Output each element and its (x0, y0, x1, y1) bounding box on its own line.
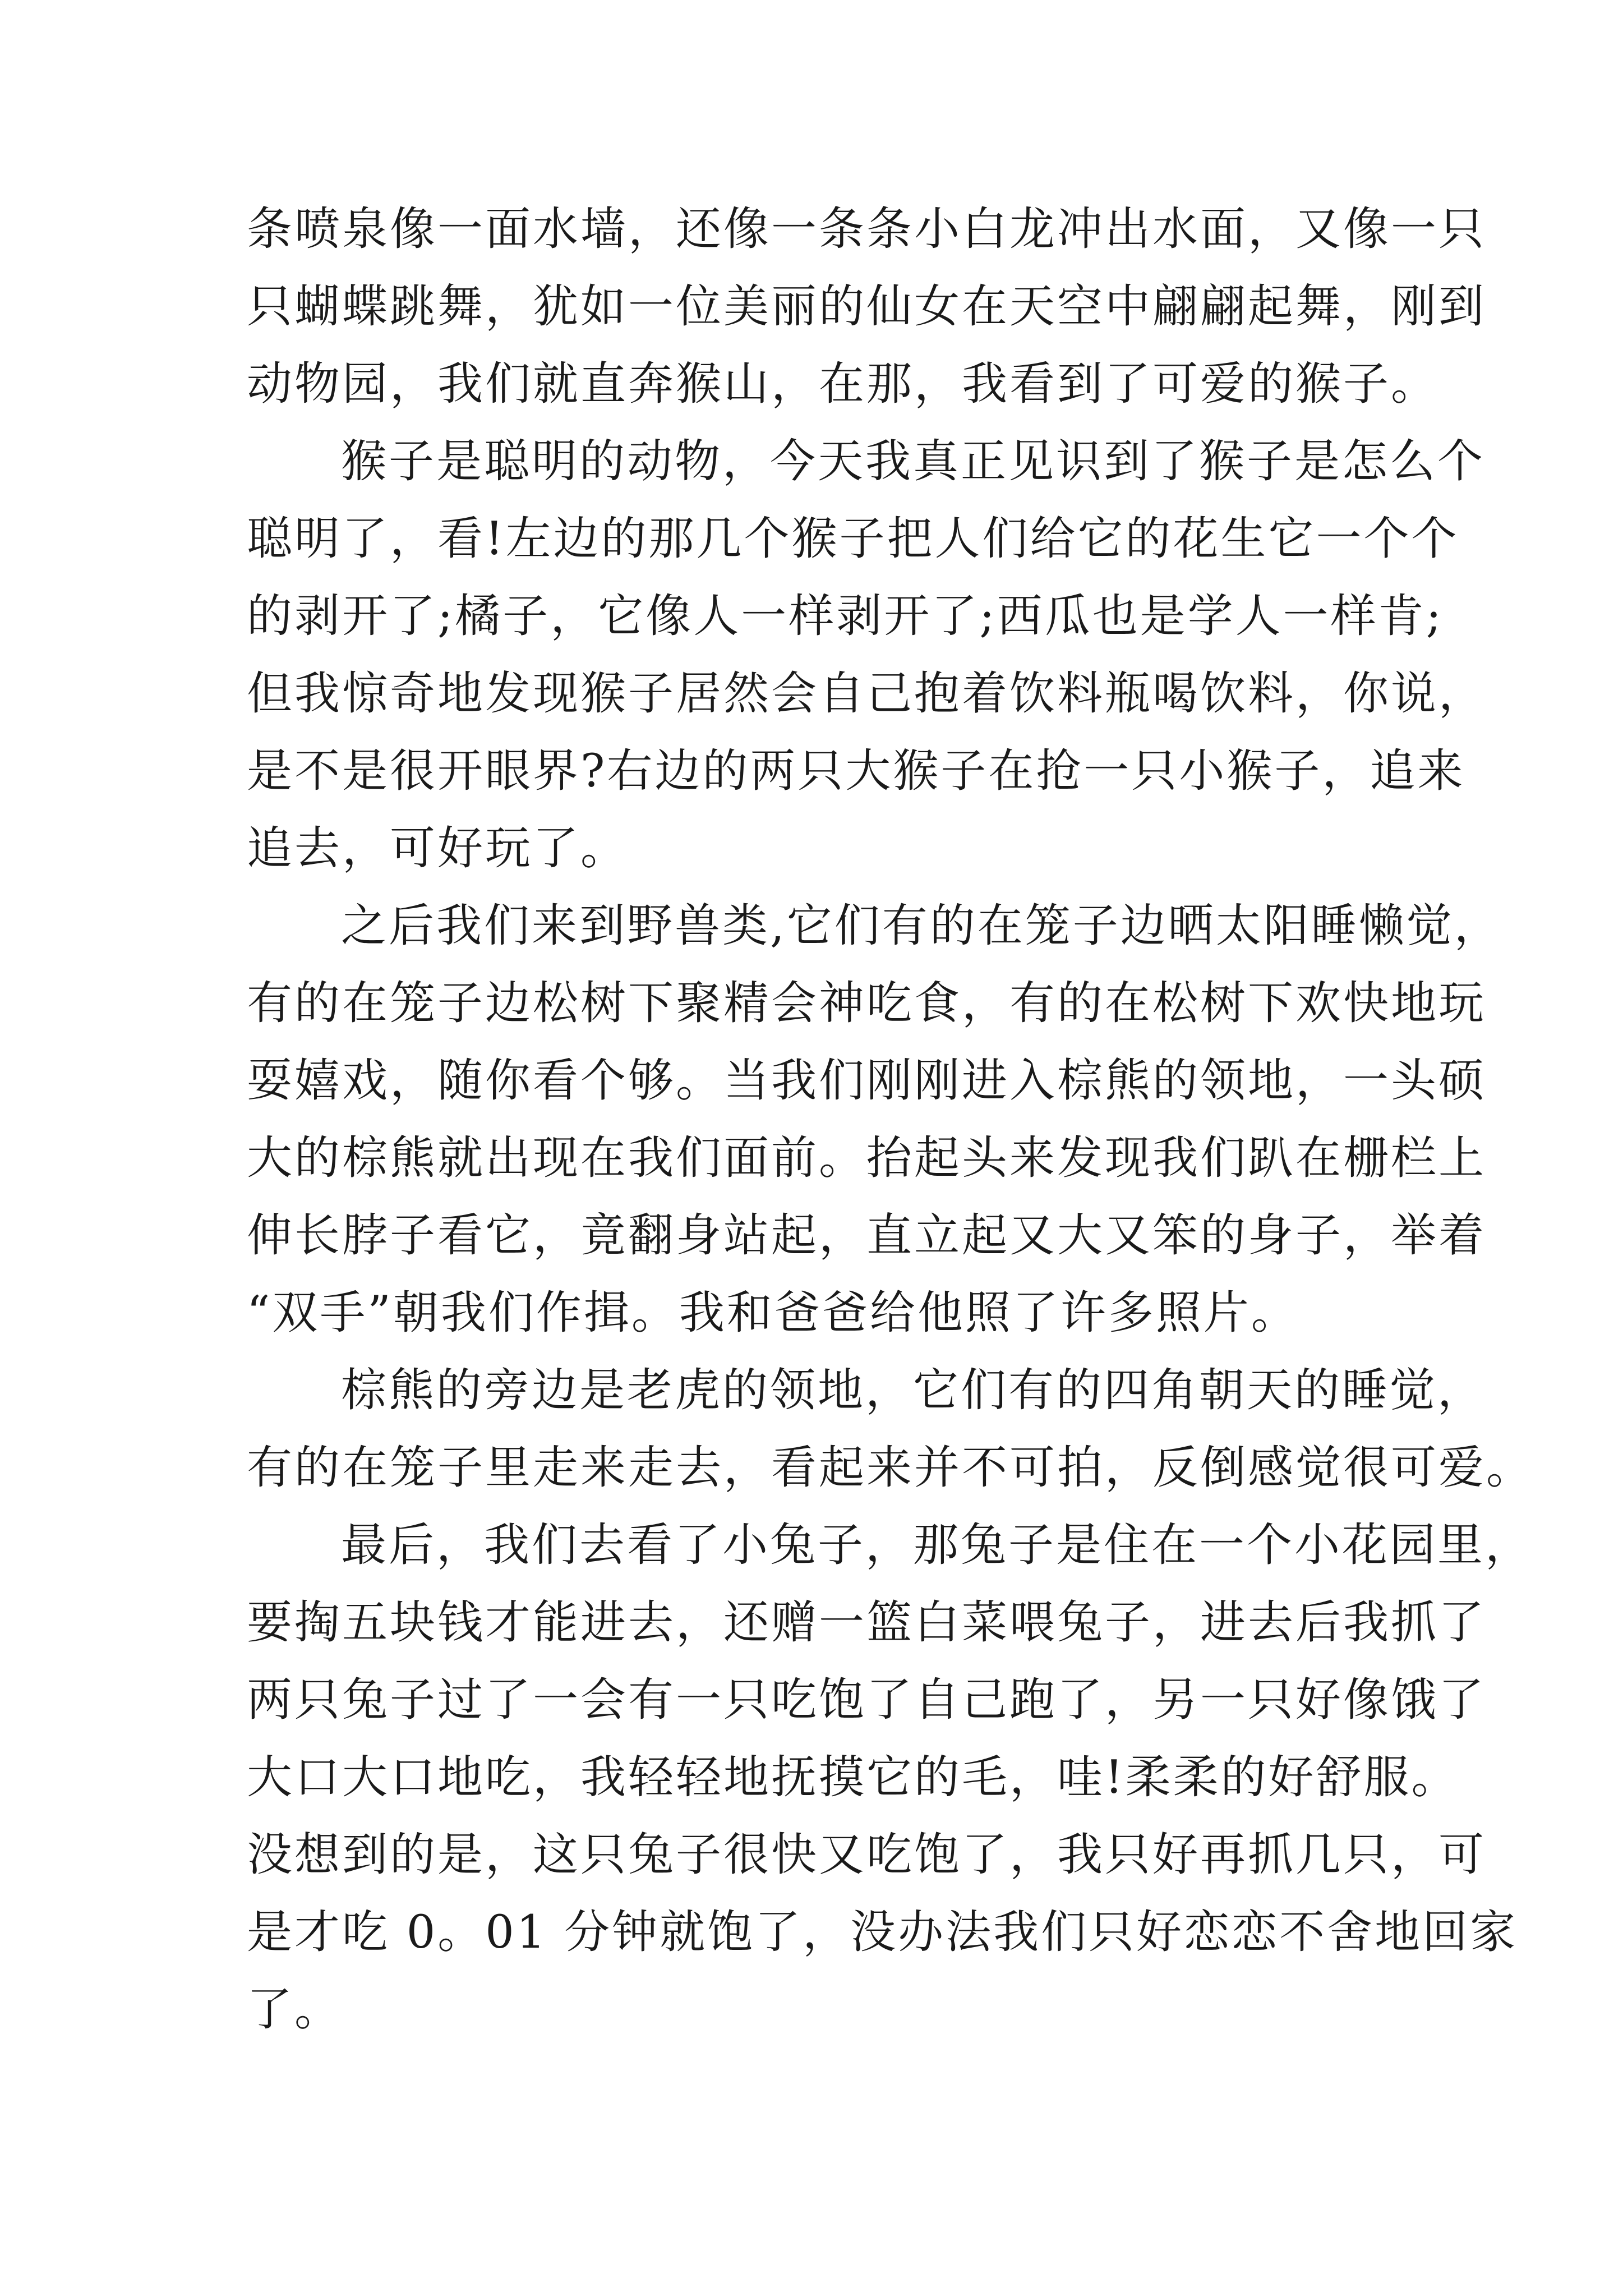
text-line: 的剥开了;橘子，它像人一样剥开了;西瓜也是学人一样肯; (247, 590, 1444, 643)
text-line: “双手”朝我们作揖。我和爸爸给他照了许多照片。 (247, 1287, 1299, 1340)
document-body (247, 191, 1534, 2049)
text-line: 最后，我们去看了小兔子，那兔子是住在一个小花园里， (341, 1519, 1533, 1572)
paragraph-2 (247, 423, 1487, 887)
paragraph-4 (247, 1352, 1534, 1507)
text-line: 有的在笼子边松树下聚精会神吃食，有的在松树下欢快地玩 (247, 977, 1487, 1030)
text-line: 条喷泉像一面水墙，还像一条条小白龙冲出水面，又像一只 (247, 203, 1487, 256)
text-line: 聪明了，看!左边的那几个猴子把人们给它的花生它一个个 (247, 513, 1459, 565)
text-line: 没想到的是，这只兔子很快又吃饱了，我只好再抓几只，可 (247, 1829, 1487, 1881)
text-line: 动物园，我们就直奔猴山，在那，我看到了可爱的猴子。 (247, 358, 1439, 411)
paragraph-3 (247, 887, 1502, 1352)
paragraph-1 (247, 191, 1487, 423)
text-line: 只蝴蝶跳舞，犹如一位美丽的仙女在天空中翩翩起舞，刚到 (247, 280, 1487, 333)
text-line: 是不是很开眼界?右边的两只大猴子在抢一只小猴子，追来 (247, 745, 1465, 798)
text-line: 之后我们来到野兽类,它们有的在笼子边晒太阳睡懒觉， (341, 900, 1502, 953)
paragraph-5 (247, 1507, 1533, 2049)
text-line: 大口大口地吃，我轻轻地抚摸它的毛，哇!柔柔的好舒服。 (247, 1751, 1459, 1804)
text-line: 棕熊的旁边是老虎的领地，它们有的四角朝天的睡觉， (341, 1364, 1486, 1417)
text-line: 了。 (247, 1984, 343, 2036)
text-line: 耍嬉戏，随你看个够。当我们刚刚进入棕熊的领地，一头硕 (247, 1055, 1487, 1107)
text-line: 猴子是聪明的动物，今天我真正见识到了猴子是怎么个 (341, 435, 1486, 488)
text-line: 伸长脖子看它，竟翻身站起，直立起又大又笨的身子，举着 (247, 1209, 1487, 1262)
text-line: 追去，可好玩了。 (247, 822, 629, 875)
text-line: 两只兔子过了一会有一只吃饱了自己跑了，另一只好像饿了 (247, 1674, 1487, 1727)
text-line: 要掏五块钱才能进去，还赠一篮白菜喂兔子，进去后我抓了 (247, 1596, 1487, 1649)
text-line: 但我惊奇地发现猴子居然会自己抱着饮料瓶喝饮料，你说， (247, 668, 1487, 720)
text-line: 有的在笼子里走来走去，看起来并不可拍，反倒感觉很可爱。 (247, 1442, 1534, 1494)
text-line: 是才吃 0。01 分钟就饱了，没办法我们只好恋恋不舍地回家 (247, 1906, 1518, 1959)
text-line: 大的棕熊就出现在我们面前。抬起头来发现我们趴在栅栏上 (247, 1132, 1487, 1185)
